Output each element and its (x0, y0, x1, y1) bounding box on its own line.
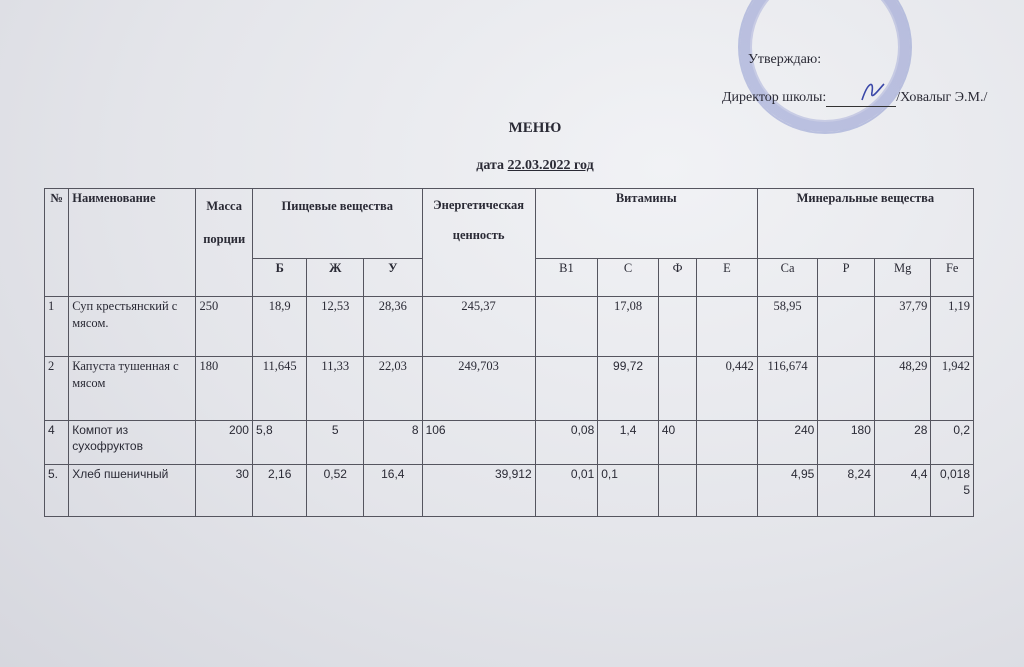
sub-u: У (364, 259, 423, 297)
row-f (658, 357, 696, 421)
row-e (697, 465, 758, 517)
row-mass: 250 (196, 297, 253, 357)
row-e (697, 297, 758, 357)
row-u: 8 (364, 421, 423, 465)
col-num-header: № (45, 189, 69, 297)
table-row (45, 357, 974, 421)
row-f: 40 (658, 421, 696, 465)
row-b: 18,9 (252, 297, 307, 357)
row-mg: 37,79 (874, 297, 931, 357)
approval-label: Утверждаю: (748, 52, 822, 67)
row-ca: 58,95 (757, 297, 818, 357)
sub-b: Б (252, 259, 307, 297)
table-row (45, 297, 974, 357)
sub-ca: Ca (757, 259, 818, 297)
row-u: 16,4 (364, 465, 423, 517)
row-ca: 4,95 (757, 465, 818, 517)
sub-c: С (598, 259, 659, 297)
col-mass-header: Масса порции (196, 189, 253, 297)
sub-p: P (818, 259, 875, 297)
row-b: 11,645 (252, 357, 307, 421)
row-mass: 180 (196, 357, 253, 421)
header-row (45, 189, 974, 259)
row-p: 8,24 (818, 465, 875, 517)
row-zh: 12,53 (307, 297, 364, 357)
row-name: Суп крестьянский с мясом. (69, 297, 196, 357)
sub-zh: Ж (307, 259, 364, 297)
table-row (45, 421, 974, 465)
row-num: 5. (45, 465, 69, 517)
row-e (697, 421, 758, 465)
date-value: 22.03.2022 год (507, 158, 594, 173)
row-energy: 245,37 (422, 297, 535, 357)
sub-f: Ф (658, 259, 696, 297)
row-name: Хлеб пшеничный (69, 465, 196, 517)
signature-mark (858, 78, 888, 106)
row-f (658, 465, 696, 517)
row-p (818, 357, 875, 421)
row-p (818, 297, 875, 357)
sub-b1: В1 (535, 259, 598, 297)
menu-date (0, 158, 1024, 174)
row-zh: 11,33 (307, 357, 364, 421)
col-minerals-header: Минеральные вещества (757, 189, 973, 259)
row-b: 5,8 (252, 421, 307, 465)
row-num: 1 (45, 297, 69, 357)
row-energy: 249,703 (422, 357, 535, 421)
row-u: 28,36 (364, 297, 423, 357)
row-mg: 4,4 (874, 465, 931, 517)
sub-mg: Mg (874, 259, 931, 297)
row-mass: 30 (196, 465, 253, 517)
row-c: 0,1 (598, 465, 659, 517)
row-c: 17,08 (598, 297, 659, 357)
row-energy: 39,912 (422, 465, 535, 517)
row-name: Капуста тушенная с мясом (69, 357, 196, 421)
row-fe: 0,2 (931, 421, 974, 465)
row-mass: 200 (196, 421, 253, 465)
row-ca: 116,674 (757, 357, 818, 421)
row-b: 2,16 (252, 465, 307, 517)
sub-fe: Fe (931, 259, 974, 297)
row-fe: 0,0185 (931, 465, 974, 517)
col-energy-header: Энергетическая ценность (422, 189, 535, 297)
director-prefix: Директор школы: (722, 90, 827, 105)
row-fe: 1,942 (931, 357, 974, 421)
director-name: /Ховалыг Э.М./ (896, 90, 988, 105)
sub-e: Е (697, 259, 758, 297)
row-b1: 0,01 (535, 465, 598, 517)
row-name: Компот из сухофруктов (69, 421, 196, 465)
row-ca: 240 (757, 421, 818, 465)
row-b1 (535, 297, 598, 357)
page-title: МЕНЮ (508, 120, 562, 136)
row-mg: 48,29 (874, 357, 931, 421)
row-mg: 28 (874, 421, 931, 465)
menu-table (44, 188, 974, 517)
row-p: 180 (818, 421, 875, 465)
row-u: 22,03 (364, 357, 423, 421)
row-e: 0,442 (697, 357, 758, 421)
row-zh: 0,52 (307, 465, 364, 517)
row-c: 1,4 (598, 421, 659, 465)
row-num: 2 (45, 357, 69, 421)
row-c: 99,72 (598, 357, 659, 421)
row-num: 4 (45, 421, 69, 465)
row-energy: 106 (422, 421, 535, 465)
director-line (722, 90, 987, 107)
table-row (45, 465, 974, 517)
row-b1: 0,08 (535, 421, 598, 465)
row-fe: 1,19 (931, 297, 974, 357)
row-b1 (535, 357, 598, 421)
col-name-header: Наименование (69, 189, 196, 297)
date-prefix: дата (476, 158, 505, 173)
row-f (658, 297, 696, 357)
col-nutrients-header: Пищевые вещества (252, 189, 422, 259)
col-vitamins-header: Витамины (535, 189, 757, 259)
row-zh: 5 (307, 421, 364, 465)
